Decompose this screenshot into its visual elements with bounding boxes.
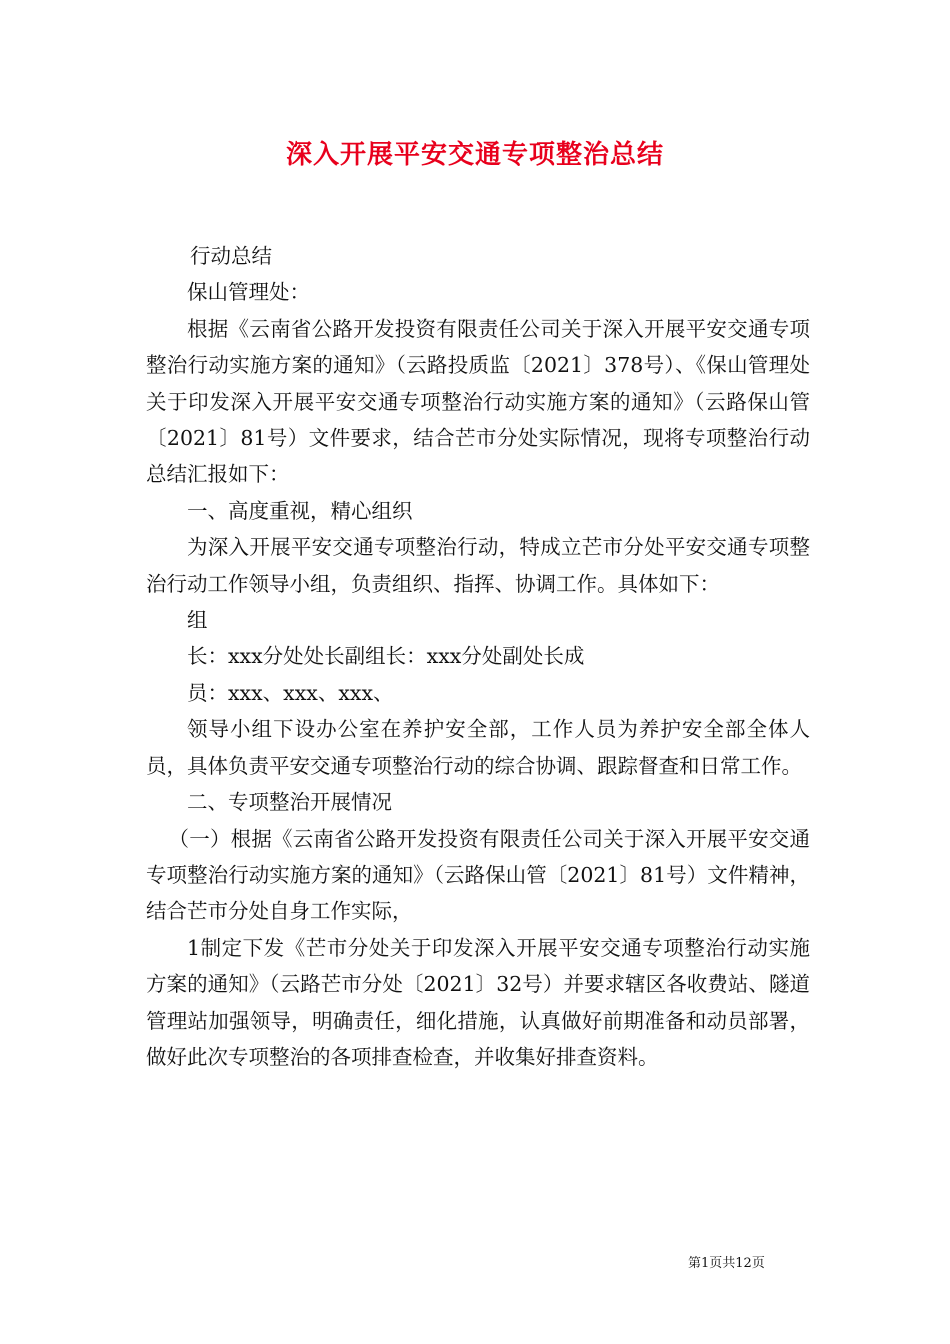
paragraph-subsection-1: （一）根据《云南省公路开发投资有限责任公司关于深入开展平安交通专项整治行动实施方案的通知》（云路保山管〔2021〕81号）文件精神，结合芒市分处自身工作实际， (146, 826, 810, 924)
paragraph-group-leaders: 长：xxx分处处长副组长：xxx分处副处长成 (187, 644, 585, 669)
section-heading-2: 二、专项整治开展情况 (187, 790, 392, 815)
document-body (146, 238, 810, 1075)
paragraph-heading-summary: 行动总结 (190, 244, 272, 268)
paragraph-addressee: 保山管理处： (187, 280, 310, 305)
paragraph-group-members: 员：xxx、xxx、xxx、 (187, 680, 394, 705)
paragraph-leadership-group: 为深入开展平安交通专项整治行动，特成立芒市分处平安交通专项整治行动工作领导小组，负责组织、指挥、协调工作。具体如下： (146, 535, 810, 596)
page-number: 第1页共12页 (688, 1256, 765, 1271)
document-title: 深入开展平安交通专项整治总结 (285, 140, 664, 170)
paragraph-item-1: 1制定下发《芒市分处关于印发深入开展平安交通专项整治行动实施方案的通知》（云路芒市分处〔2021〕32号）并要求辖区各收费站、隧道管理站加强领导，明确责任，细化措施，认真做好前期准备和动员部署，做好此次专项整治的各项排查检查，并收集好排查资料。 (146, 935, 810, 1069)
section-heading-1: 一、高度重视，精心组织 (187, 498, 413, 523)
paragraph-intro: 根据《云南省公路开发投资有限责任公司关于深入开展平安交通专项整治行动实施方案的通知》（云路投质监〔2021〕378号）、《保山管理处关于印发深入开展平安交通专项整治行动实施方案的通知》（云路保山管〔2021〕81号）文件要求，结合芒市分处实际情况，现将专项整治行动总结汇报如下： (146, 316, 810, 487)
paragraph-group-label: 组 (187, 608, 208, 633)
paragraph-office: 领导小组下设办公室在养护安全部，工作人员为养护安全部全体人员，具体负责平安交通专项整治行动的综合协调、跟踪督查和日常工作。 (146, 717, 810, 778)
